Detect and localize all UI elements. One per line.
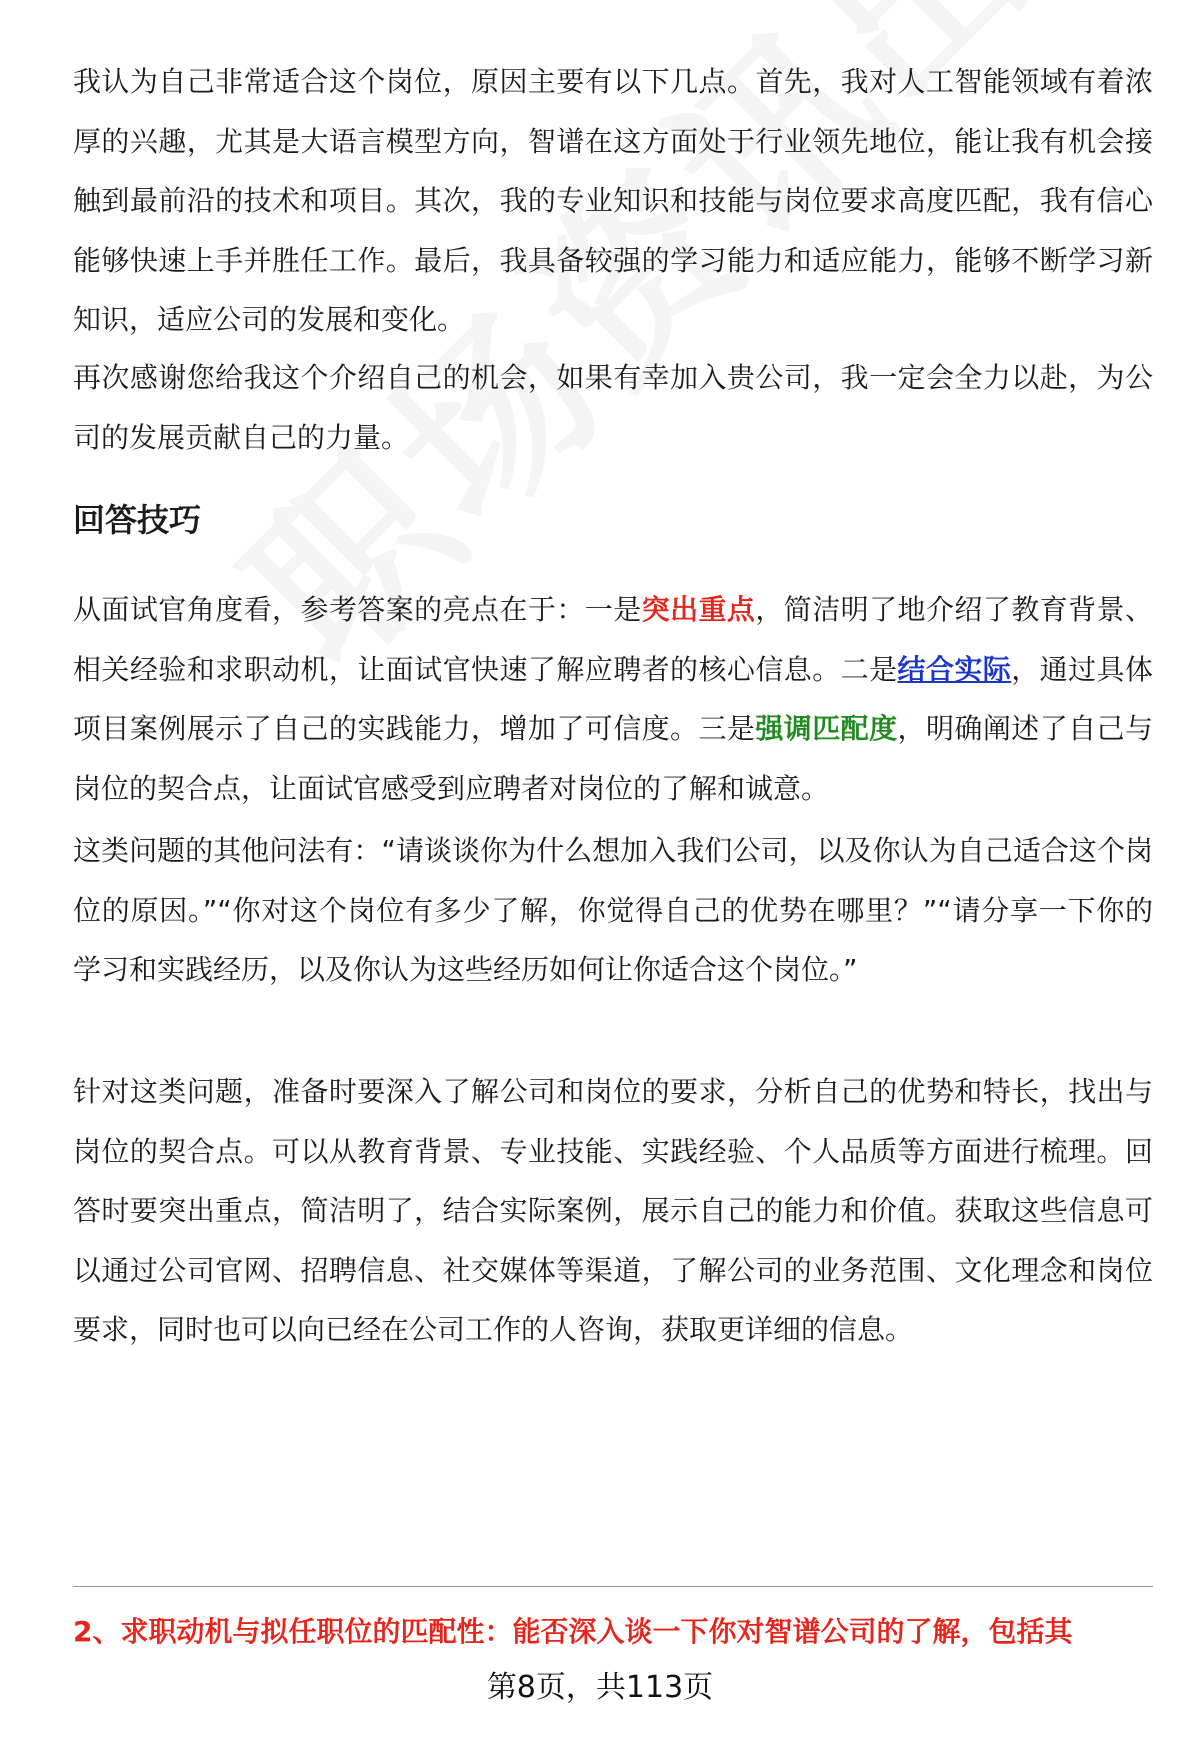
tips-mid-1: ，简洁明了地介绍了教育背景、相关经验和求职动机，让面试官快速了解应聘者的核心信息。二是 xyxy=(73,593,1153,686)
paragraph-tips xyxy=(73,580,1153,818)
paragraph-preparation: 针对这类问题，准备时要深入了解公司和岗位的要求，分析自己的优势和特长，找出与岗位的契合点。可以从教育背景、专业技能、实践经验、个人品质等方面进行梳理。回答时要突出重点，简洁明了，结合实际案例，展示自己的能力和价值。获取这些信息可以通过公司官网、招聘信息、社交媒体等渠道，了解公司的业务范围、文化理念和岗位要求，同时也可以向已经在公司工作的人咨询，获取更详细的信息。 xyxy=(73,1075,1153,1346)
highlight-practical: 结合实际 xyxy=(897,652,1012,686)
page-footer: 第8页，共113页 xyxy=(486,1670,714,1705)
paragraph-other-questions: 这类问题的其他问法有：“请谈谈你为什么想加入我们公司，以及你认为自己适合这个岗位的原因。”“你对这个岗位有多少了解，你觉得自己的优势在哪里？”“请分享一下你的学习和实践经历，以及你认为这些经历如何让你适合这个岗位。” xyxy=(73,834,1153,986)
section-title: 回答技巧 xyxy=(73,501,202,539)
paragraph-thanks: 再次感谢您给我这个介绍自己的机会，如果有幸加入贵公司，我一定会全力以赴，为公司的发展贡献自己的力量。 xyxy=(73,361,1153,454)
highlight-key-points: 突出重点 xyxy=(641,593,756,626)
divider xyxy=(73,1586,1153,1587)
paragraph-fit-reasons: 我认为自己非常适合这个岗位，原因主要有以下几点。首先，我对人工智能领域有着浓厚的兴趣，尤其是大语言模型方向，智谱在这方面处于行业领先地位，能让我有机会接触到最前沿的技术和项目。其次，我的专业知识和技能与岗位要求高度匹配，我有信心能够快速上手并胜任工作。最后，我具备较强的学习能力和适应能力，能够不断学习新知识，适应公司的发展和变化。 xyxy=(73,65,1153,336)
tips-intro: 从面试官角度看，参考答案的亮点在于：一是 xyxy=(73,593,642,626)
next-question-heading: 2、求职动机与拟任职位的匹配性：能否深入谈一下你对智谱公司的了解，包括其 xyxy=(73,1615,1073,1648)
tips-mid-2: ，通过具体项目案例展示了自己的实践能力，增加了可信度。三是 xyxy=(73,652,1153,745)
highlight-match: 强调匹配度 xyxy=(755,712,898,745)
tips-end: ，明确阐述了自己与岗位的契合点，让面试官感受到应聘者对岗位的了解和诚意。 xyxy=(73,712,1153,805)
